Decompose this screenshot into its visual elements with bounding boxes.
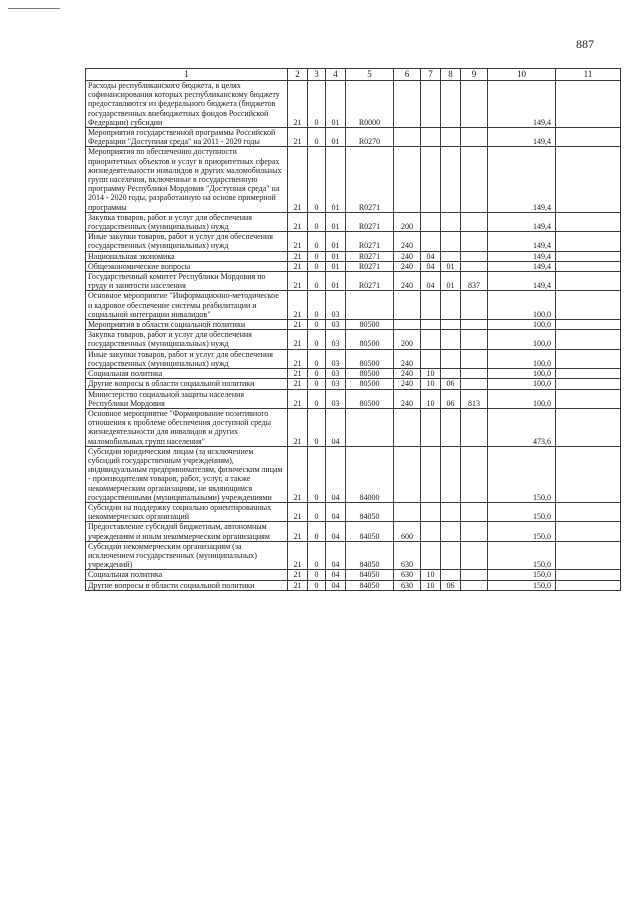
ministry-code-cell <box>461 81 488 128</box>
extra-cell <box>556 446 621 502</box>
col-header: 9 <box>461 69 488 81</box>
ministry-code-cell <box>461 570 488 580</box>
table-row <box>86 81 621 128</box>
ministry-code-cell <box>461 580 488 590</box>
code-2-cell: 21 <box>288 147 308 212</box>
code-4-cell: 01 <box>326 147 346 212</box>
amount-cell: 149,4 <box>488 212 556 231</box>
amount-cell: 150,0 <box>488 570 556 580</box>
section-cell: 10 <box>421 379 441 389</box>
budget-table <box>85 68 621 591</box>
table-row <box>86 128 621 147</box>
extra-cell <box>556 212 621 231</box>
code-3-cell: 0 <box>308 147 326 212</box>
code-3-cell: 0 <box>308 212 326 231</box>
amount-cell: 473,6 <box>488 408 556 446</box>
item-name-cell: Основное мероприятие "Информационно-методическое и кадровое обеспечение системы реабилитации и социальной интеграции инвалидов" <box>86 291 288 320</box>
code-3-cell: 0 <box>308 291 326 320</box>
code-3-cell: 0 <box>308 369 326 379</box>
subsection-cell: 01 <box>441 261 461 271</box>
amount-cell: 100,0 <box>488 320 556 330</box>
ministry-code-cell <box>461 251 488 261</box>
code-4-cell: 03 <box>326 320 346 330</box>
code-3-cell: 0 <box>308 570 326 580</box>
code-4-cell: 01 <box>326 232 346 251</box>
target-article-cell: R0270 <box>346 128 394 147</box>
code-2-cell: 21 <box>288 446 308 502</box>
subsection-cell <box>441 330 461 349</box>
target-article-cell: R0271 <box>346 261 394 271</box>
extra-cell <box>556 379 621 389</box>
expense-type-cell: 240 <box>394 389 421 408</box>
col-header: 3 <box>308 69 326 81</box>
expense-type-cell <box>394 502 421 521</box>
code-4-cell: 03 <box>326 389 346 408</box>
expense-type-cell: 200 <box>394 330 421 349</box>
code-2-cell: 21 <box>288 502 308 521</box>
subsection-cell: 06 <box>441 389 461 408</box>
extra-cell <box>556 81 621 128</box>
code-3-cell: 0 <box>308 522 326 541</box>
code-4-cell: 04 <box>326 570 346 580</box>
ministry-code-cell <box>461 502 488 521</box>
code-4-cell: 04 <box>326 502 346 521</box>
amount-cell: 149,4 <box>488 272 556 291</box>
subsection-cell <box>441 81 461 128</box>
target-article-cell: 80500 <box>346 379 394 389</box>
expense-type-cell: 630 <box>394 541 421 570</box>
item-name-cell: Субсидии на поддержку социально ориентированных некоммерческих организаций <box>86 502 288 521</box>
amount-cell: 150,0 <box>488 580 556 590</box>
subsection-cell <box>441 128 461 147</box>
code-3-cell: 0 <box>308 502 326 521</box>
code-3-cell: 0 <box>308 128 326 147</box>
target-article-cell: 84050 <box>346 580 394 590</box>
subsection-cell <box>441 408 461 446</box>
extra-cell <box>556 369 621 379</box>
amount-cell: 149,4 <box>488 232 556 251</box>
col-header: 11 <box>556 69 621 81</box>
section-cell: 10 <box>421 580 441 590</box>
amount-cell: 100,0 <box>488 369 556 379</box>
header-row <box>86 69 621 81</box>
expense-type-cell: 240 <box>394 379 421 389</box>
subsection-cell <box>441 502 461 521</box>
col-header: 6 <box>394 69 421 81</box>
section-cell: 10 <box>421 570 441 580</box>
code-3-cell: 0 <box>308 81 326 128</box>
item-name-cell: Субсидии юридическим лицам (за исключением субсидий государственным учреждениям), индивидуальным предпринимателям, физическим лицам - производителям товаров, работ, услуг, а также некоммерческим организациям, не являющимся государственными (муниципальными) учреждениями <box>86 446 288 502</box>
section-cell <box>421 446 441 502</box>
item-name-cell: Мероприятия в области социальной политики <box>86 320 288 330</box>
target-article-cell: R0271 <box>346 212 394 231</box>
expense-type-cell: 240 <box>394 272 421 291</box>
code-4-cell: 04 <box>326 522 346 541</box>
ministry-code-cell <box>461 320 488 330</box>
target-article-cell: 84050 <box>346 502 394 521</box>
subsection-cell <box>441 349 461 368</box>
extra-cell <box>556 580 621 590</box>
ministry-code-cell <box>461 212 488 231</box>
target-article-cell: 80500 <box>346 349 394 368</box>
extra-cell <box>556 128 621 147</box>
table-row <box>86 580 621 590</box>
table-row <box>86 570 621 580</box>
subsection-cell <box>441 291 461 320</box>
code-3-cell: 0 <box>308 232 326 251</box>
item-name-cell: Другие вопросы в области социальной политики <box>86 379 288 389</box>
expense-type-cell <box>394 81 421 128</box>
table-row <box>86 320 621 330</box>
code-2-cell: 21 <box>288 408 308 446</box>
subsection-cell <box>441 541 461 570</box>
section-cell <box>421 320 441 330</box>
extra-cell <box>556 389 621 408</box>
section-cell: 10 <box>421 389 441 408</box>
section-cell <box>421 291 441 320</box>
item-name-cell: Мероприятия государственной программы Российской Федерации "Доступная среда" на 2011 - 2020 годы <box>86 128 288 147</box>
section-cell: 10 <box>421 369 441 379</box>
code-4-cell: 03 <box>326 369 346 379</box>
code-4-cell: 01 <box>326 251 346 261</box>
ministry-code-cell <box>461 408 488 446</box>
target-article-cell: R0271 <box>346 147 394 212</box>
amount-cell: 149,4 <box>488 261 556 271</box>
code-2-cell: 21 <box>288 570 308 580</box>
expense-type-cell: 240 <box>394 369 421 379</box>
item-name-cell: Субсидии некоммерческим организациям (за исключением государственных (муниципальных) учреждений) <box>86 541 288 570</box>
target-article-cell: R0000 <box>346 81 394 128</box>
table-row <box>86 261 621 271</box>
ministry-code-cell <box>461 147 488 212</box>
table-row <box>86 522 621 541</box>
code-2-cell: 21 <box>288 291 308 320</box>
extra-cell <box>556 147 621 212</box>
code-3-cell: 0 <box>308 330 326 349</box>
target-article-cell: 80500 <box>346 369 394 379</box>
amount-cell: 100,0 <box>488 379 556 389</box>
code-2-cell: 21 <box>288 251 308 261</box>
code-3-cell: 0 <box>308 446 326 502</box>
code-4-cell: 01 <box>326 128 346 147</box>
ministry-code-cell <box>461 128 488 147</box>
col-header: 4 <box>326 69 346 81</box>
item-name-cell: Государственный комитет Республики Мордовия по труду и занятости населения <box>86 272 288 291</box>
code-2-cell: 21 <box>288 369 308 379</box>
extra-cell <box>556 330 621 349</box>
extra-cell <box>556 272 621 291</box>
section-cell <box>421 522 441 541</box>
subsection-cell <box>441 522 461 541</box>
amount-cell: 150,0 <box>488 541 556 570</box>
section-cell: 04 <box>421 272 441 291</box>
amount-cell: 149,4 <box>488 128 556 147</box>
col-header: 7 <box>421 69 441 81</box>
code-2-cell: 21 <box>288 81 308 128</box>
subsection-cell: 06 <box>441 580 461 590</box>
amount-cell: 100,0 <box>488 349 556 368</box>
table-row <box>86 541 621 570</box>
item-name-cell: Национальная экономика <box>86 251 288 261</box>
item-name-cell: Основное мероприятие "Формирование позитивного отношения к проблеме обеспечения доступной среды жизнедеятельности для инвалидов и других маломобильных групп населения" <box>86 408 288 446</box>
code-4-cell: 03 <box>326 330 346 349</box>
code-4-cell: 04 <box>326 408 346 446</box>
table-row <box>86 272 621 291</box>
col-header: 5 <box>346 69 394 81</box>
code-4-cell: 04 <box>326 580 346 590</box>
subsection-cell: 01 <box>441 272 461 291</box>
item-name-cell: Расходы республиканского бюджета, в целях софинансирования которых республиканскому бюджету предоставляются из федерального бюджета (бюджетов государственных внебюджетных фондов Российской Федерации) субсидии <box>86 81 288 128</box>
section-cell <box>421 408 441 446</box>
extra-cell <box>556 541 621 570</box>
section-cell <box>421 502 441 521</box>
expense-type-cell <box>394 128 421 147</box>
target-article-cell: R0271 <box>346 272 394 291</box>
subsection-cell: 06 <box>441 379 461 389</box>
section-cell <box>421 128 441 147</box>
target-article-cell: 84050 <box>346 541 394 570</box>
target-article-cell: 80500 <box>346 320 394 330</box>
ministry-code-cell <box>461 291 488 320</box>
code-4-cell: 03 <box>326 291 346 320</box>
ministry-code-cell <box>461 541 488 570</box>
extra-cell <box>556 408 621 446</box>
code-2-cell: 21 <box>288 212 308 231</box>
table-row <box>86 291 621 320</box>
extra-cell <box>556 232 621 251</box>
subsection-cell <box>441 147 461 212</box>
target-article-cell: R0271 <box>346 232 394 251</box>
amount-cell: 149,4 <box>488 147 556 212</box>
code-3-cell: 0 <box>308 272 326 291</box>
subsection-cell <box>441 232 461 251</box>
ministry-code-cell <box>461 446 488 502</box>
code-4-cell: 01 <box>326 81 346 128</box>
subsection-cell <box>441 212 461 231</box>
code-2-cell: 21 <box>288 330 308 349</box>
expense-type-cell <box>394 291 421 320</box>
page-number: 887 <box>576 37 594 51</box>
code-2-cell: 21 <box>288 389 308 408</box>
expense-type-cell: 240 <box>394 251 421 261</box>
col-header: 8 <box>441 69 461 81</box>
code-2-cell: 21 <box>288 272 308 291</box>
expense-type-cell: 240 <box>394 349 421 368</box>
target-article-cell: 80500 <box>346 389 394 408</box>
extra-cell <box>556 320 621 330</box>
item-name-cell: Другие вопросы в области социальной политики <box>86 580 288 590</box>
ministry-code-cell <box>461 379 488 389</box>
code-4-cell: 03 <box>326 379 346 389</box>
code-3-cell: 0 <box>308 349 326 368</box>
amount-cell: 150,0 <box>488 446 556 502</box>
section-cell: 04 <box>421 261 441 271</box>
section-cell <box>421 349 441 368</box>
expense-type-cell <box>394 320 421 330</box>
extra-cell <box>556 570 621 580</box>
table-row <box>86 408 621 446</box>
section-cell: 04 <box>421 251 441 261</box>
section-cell <box>421 81 441 128</box>
amount-cell: 150,0 <box>488 502 556 521</box>
expense-type-cell: 200 <box>394 212 421 231</box>
expense-type-cell <box>394 408 421 446</box>
code-2-cell: 21 <box>288 261 308 271</box>
subsection-cell <box>441 369 461 379</box>
item-name-cell: Иные закупки товаров, работ и услуг для обеспечения государственных (муниципальных) нужд <box>86 232 288 251</box>
table-row <box>86 446 621 502</box>
target-article-cell: R0271 <box>346 251 394 261</box>
code-2-cell: 21 <box>288 541 308 570</box>
table-row <box>86 369 621 379</box>
table-row <box>86 251 621 261</box>
code-3-cell: 0 <box>308 251 326 261</box>
col-header: 10 <box>488 69 556 81</box>
amount-cell: 149,4 <box>488 251 556 261</box>
amount-cell: 150,0 <box>488 522 556 541</box>
scan-edge-mark <box>8 8 60 9</box>
table-row <box>86 389 621 408</box>
item-name-cell: Социальная политика <box>86 369 288 379</box>
item-name-cell: Закупка товаров, работ и услуг для обеспечения государственных (муниципальных) нужд <box>86 212 288 231</box>
ministry-code-cell <box>461 232 488 251</box>
ministry-code-cell <box>461 369 488 379</box>
extra-cell <box>556 251 621 261</box>
ministry-code-cell <box>461 261 488 271</box>
section-cell <box>421 212 441 231</box>
table-row <box>86 147 621 212</box>
target-article-cell: 84050 <box>346 522 394 541</box>
item-name-cell: Иные закупки товаров, работ и услуг для обеспечения государственных (муниципальных) нужд <box>86 349 288 368</box>
code-3-cell: 0 <box>308 320 326 330</box>
extra-cell <box>556 502 621 521</box>
extra-cell <box>556 291 621 320</box>
col-header: 1 <box>86 69 288 81</box>
expense-type-cell: 240 <box>394 232 421 251</box>
code-4-cell: 01 <box>326 261 346 271</box>
code-3-cell: 0 <box>308 580 326 590</box>
expense-type-cell: 630 <box>394 580 421 590</box>
code-3-cell: 0 <box>308 261 326 271</box>
table-row <box>86 379 621 389</box>
ministry-code-cell <box>461 349 488 368</box>
code-2-cell: 21 <box>288 379 308 389</box>
extra-cell <box>556 522 621 541</box>
code-4-cell: 04 <box>326 446 346 502</box>
expense-type-cell: 240 <box>394 261 421 271</box>
amount-cell: 100,0 <box>488 389 556 408</box>
code-4-cell: 03 <box>326 349 346 368</box>
ministry-code-cell: 837 <box>461 272 488 291</box>
expense-type-cell <box>394 446 421 502</box>
expense-type-cell <box>394 147 421 212</box>
item-name-cell: Социальная политика <box>86 570 288 580</box>
code-3-cell: 0 <box>308 408 326 446</box>
code-2-cell: 21 <box>288 580 308 590</box>
section-cell <box>421 330 441 349</box>
section-cell <box>421 541 441 570</box>
table-row <box>86 232 621 251</box>
table-row <box>86 330 621 349</box>
expense-type-cell: 630 <box>394 570 421 580</box>
target-article-cell <box>346 408 394 446</box>
table-row <box>86 212 621 231</box>
subsection-cell <box>441 446 461 502</box>
code-2-cell: 21 <box>288 320 308 330</box>
item-name-cell: Мероприятия по обеспечению доступности приоритетных объектов и услуг в приоритетных сферах жизнедеятельности инвалидов и других маломобильных групп населения, включенные в государственную программу Республики Мордовия "Доступная среда" на 2014 - 2020 годы, разработанную на основе примерной программы <box>86 147 288 212</box>
extra-cell <box>556 261 621 271</box>
amount-cell: 100,0 <box>488 330 556 349</box>
item-name-cell: Министерство социальной защиты населения Республики Мордовия <box>86 389 288 408</box>
subsection-cell <box>441 251 461 261</box>
amount-cell: 100,0 <box>488 291 556 320</box>
target-article-cell: 84000 <box>346 446 394 502</box>
section-cell <box>421 147 441 212</box>
table-row <box>86 502 621 521</box>
amount-cell: 149,4 <box>488 81 556 128</box>
table-row <box>86 349 621 368</box>
item-name-cell: Предоставление субсидий бюджетным, автономным учреждениям и иным некоммерческим организациям <box>86 522 288 541</box>
code-2-cell: 21 <box>288 232 308 251</box>
code-2-cell: 21 <box>288 349 308 368</box>
code-2-cell: 21 <box>288 128 308 147</box>
expense-type-cell: 600 <box>394 522 421 541</box>
section-cell <box>421 232 441 251</box>
ministry-code-cell <box>461 522 488 541</box>
code-3-cell: 0 <box>308 379 326 389</box>
code-4-cell: 04 <box>326 541 346 570</box>
target-article-cell: 80500 <box>346 330 394 349</box>
extra-cell <box>556 349 621 368</box>
col-header: 2 <box>288 69 308 81</box>
ministry-code-cell <box>461 330 488 349</box>
target-article-cell <box>346 291 394 320</box>
ministry-code-cell: 813 <box>461 389 488 408</box>
code-4-cell: 01 <box>326 212 346 231</box>
item-name-cell: Закупка товаров, работ и услуг для обеспечения государственных (муниципальных) нужд <box>86 330 288 349</box>
code-3-cell: 0 <box>308 541 326 570</box>
item-name-cell: Общеэкономические вопросы <box>86 261 288 271</box>
code-4-cell: 01 <box>326 272 346 291</box>
code-2-cell: 21 <box>288 522 308 541</box>
target-article-cell: 84050 <box>346 570 394 580</box>
subsection-cell <box>441 570 461 580</box>
code-3-cell: 0 <box>308 389 326 408</box>
subsection-cell <box>441 320 461 330</box>
